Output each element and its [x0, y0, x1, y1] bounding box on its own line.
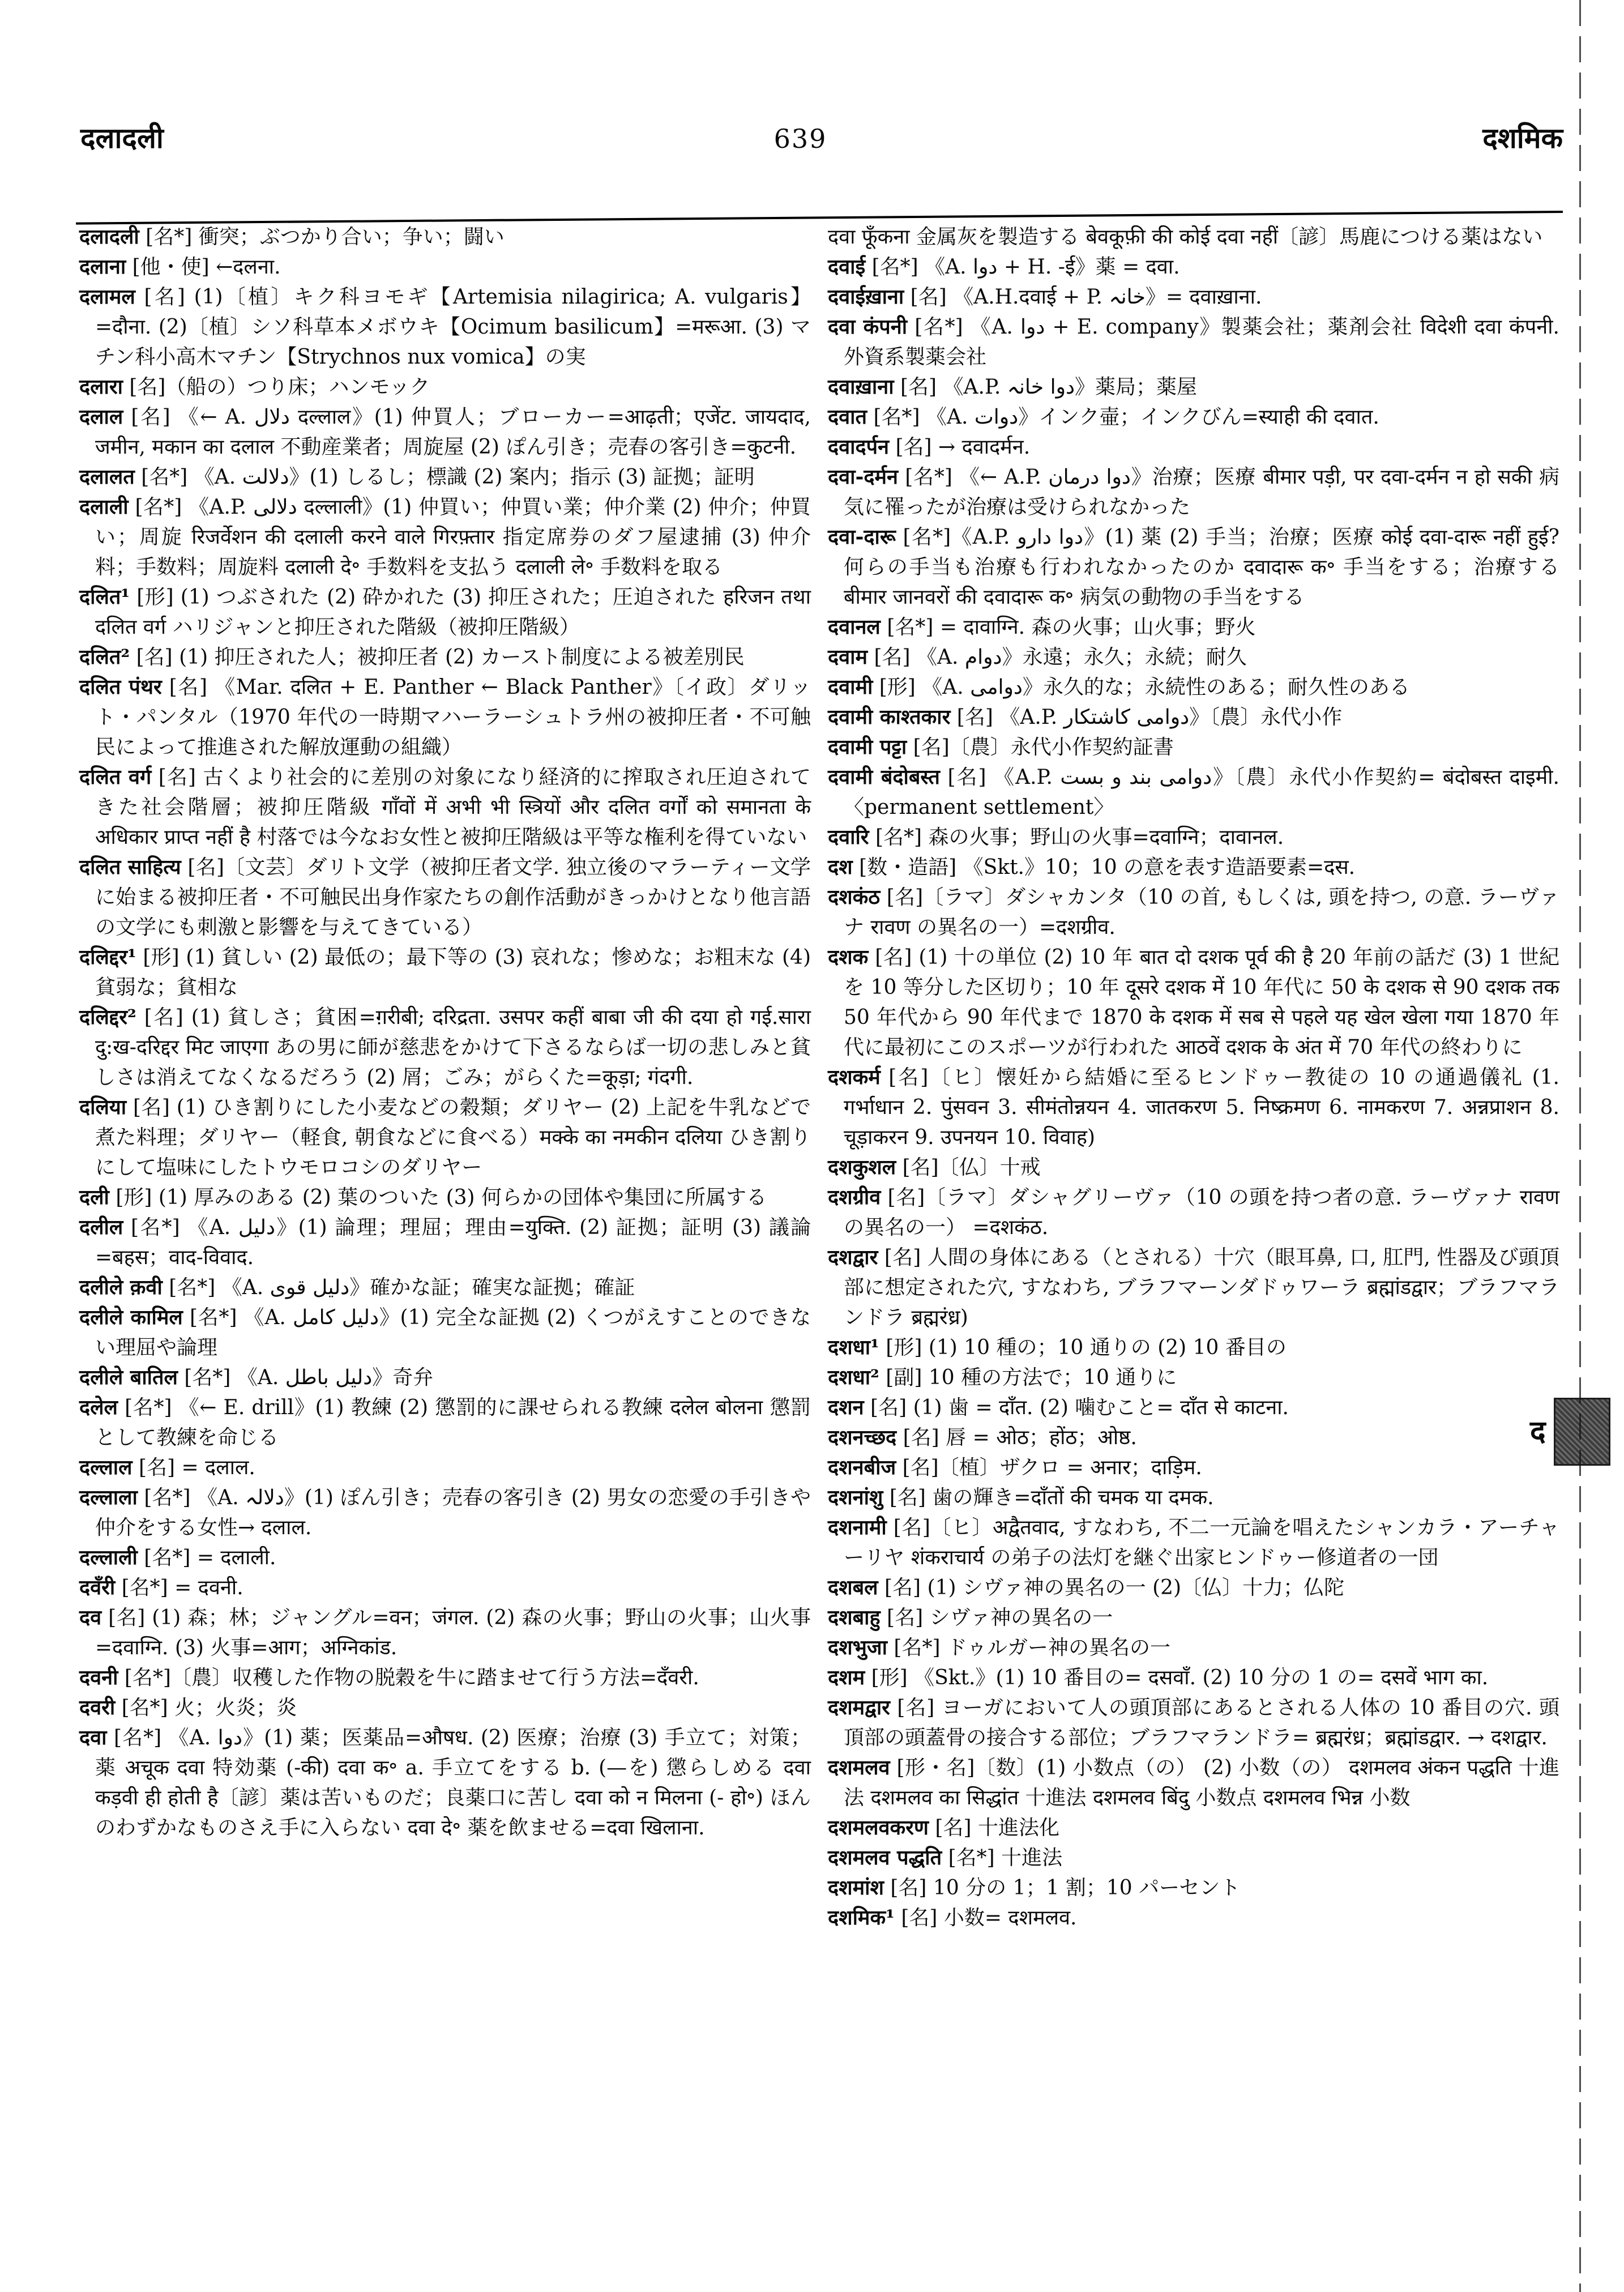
entry-headword: दशमिक¹ [828, 1906, 895, 1930]
entry-body: [名] 唇 = ओठ；होंठ；ओष्ठ. [903, 1426, 1137, 1449]
entry-headword: दशम [828, 1666, 865, 1689]
dictionary-entry [828, 942, 1559, 1062]
entry-body: [名*] 火；火炎；炎 [121, 1696, 297, 1719]
entry-body: [名*]〔農〕収穫した作物の脱穀を牛に踏ませて行う方法=दँवरी. [124, 1666, 699, 1689]
dictionary-entry [828, 252, 1559, 282]
entry-headword: दवामी पट्टा [828, 735, 907, 759]
entry-headword: दवामी काश्तकार [828, 705, 951, 729]
entry-body: [名*] 《A. دلیل باطل》奇弁 [184, 1366, 434, 1389]
dictionary-entry [828, 1483, 1559, 1513]
entry-body: [形] (1) つぶされた (2) 砕かれた (3) 抑圧された；圧迫された हरिजन तथा दलित वर्ग ハリジャンと抑圧された階級（被抑圧階級） [95, 586, 811, 639]
entry-headword: दवाम [828, 645, 867, 669]
entry-headword: दशनबीज [828, 1456, 896, 1479]
dictionary-entry [828, 282, 1559, 312]
entry-headword: दवात [828, 405, 867, 429]
dictionary-entry [828, 1393, 1559, 1423]
dictionary-entry [79, 282, 811, 372]
entry-body: [形] (1) 10 種の；10 通りの (2) 10 番目の [886, 1336, 1287, 1359]
dictionary-entry [828, 312, 1559, 372]
entry-headword: दवनी [79, 1666, 118, 1689]
dictionary-entry [79, 1543, 811, 1573]
entry-headword: दवाख़ाना [828, 375, 894, 399]
entry-body: [名] (1)〔植〕キク科ヨモギ【Artemisia nilagirica; A. vulgaris】=दौना. (2)〔植〕シソ科草本メボウキ【Ocimum basilicum】=मरूआ. (3) マチン科小高木マチン【Strychnos nux vomica】の実 [95, 285, 811, 369]
entry-body: [名*] 《A. دلالت》(1) しるし；標識 (2) 案内；指示 (3) 証拠；証明 [141, 466, 755, 489]
entry-headword: दलीले कामिल [79, 1305, 183, 1329]
dictionary-entry [79, 762, 811, 852]
entry-body: [名*] = दवनी. [121, 1576, 243, 1599]
right-column [828, 222, 1559, 1933]
dictionary-entry [79, 672, 811, 762]
dictionary-entry [828, 1633, 1559, 1663]
dictionary-entry [828, 522, 1559, 612]
entry-body: [形] (1) 貧しい (2) 最低の；最下等の (3) 哀れな；惨めな；お粗末な (4) 貧弱な；貧相な [95, 946, 811, 999]
entry-body: [名] ヨーガにおいて人の頭頂部にあるとされる人体の 10 番目の穴. 頭頂部の頭蓋骨の接合する部位；ブラフマランドラ= ब्रह्मरंध्र；ब्रह्मांडद्वार. → दशद्वार. [844, 1696, 1559, 1749]
dictionary-entry [828, 612, 1559, 642]
entry-body: [名] (1) シヴァ神の異名の一 (2)〔仏〕十力；仏陀 [884, 1576, 1345, 1599]
dictionary-entry [828, 1843, 1559, 1873]
entry-headword: दश [828, 855, 853, 879]
thumb-index-letter: द [1530, 1414, 1546, 1449]
entry-body: [名] 《Mar. दलित + E. Panther ← Black Panther》〔イ政〕ダリット・パンタル（1970 年代の一時期マハーラーシュトラ州の被抑圧者・不可触民によって推進された解放運動の組織） [95, 676, 811, 759]
entry-headword: दव [79, 1606, 102, 1629]
dictionary-entry [828, 1243, 1559, 1333]
entry-body: [名]〔仏〕十戒 [902, 1156, 1041, 1179]
entry-body: [名*] 《A. دلیل کامل》(1) 完全な証拠 (2) くつがえすことのできない理屈や論理 [95, 1306, 811, 1359]
dictionary-entry [828, 372, 1559, 402]
entry-headword: दल्लाल [79, 1456, 133, 1479]
dictionary-entry [828, 462, 1559, 522]
entry-headword: दशमलव [828, 1756, 890, 1779]
entry-body: [形] 《A. دوامی》永久的な；永続性のある；耐久性のある [879, 676, 1410, 699]
dictionary-entry [79, 642, 811, 672]
dictionary-entry [79, 252, 811, 282]
dictionary-entry [828, 1153, 1559, 1183]
entry-headword: दलाली [79, 495, 129, 519]
entry-body: [名] 《A.P. دوامی کاشتکار》〔農〕永代小作 [956, 706, 1343, 729]
entry-headword: दवा-दर्मन [828, 465, 899, 489]
dictionary-entry [79, 1723, 811, 1843]
dictionary-entry [828, 702, 1559, 732]
entry-headword: दशमद्वार [828, 1696, 890, 1719]
entry-headword: दशमलव पद्धति [828, 1846, 942, 1870]
entry-headword: दल्लाला [79, 1486, 138, 1509]
dictionary-entry [79, 372, 811, 402]
entry-headword: दली [79, 1185, 109, 1209]
dictionary-entry [79, 1693, 811, 1723]
entry-body: [形] (1) 厚みのある (2) 葉のついた (3) 何らかの団体や集団に所属する [116, 1186, 767, 1209]
dictionary-entry [79, 942, 811, 1002]
entry-body: [名] 人間の身体にある（とされる）十穴（眼耳鼻, 口, 肛門, 性器及び頭頂部に想定された穴, すなわち, ブラフマーンダドゥワーラ ब्रह्मांडद्वार；ブラフマランドラ ब्रह्मरंध्र) [844, 1246, 1559, 1329]
dictionary-entry [828, 222, 1559, 252]
entry-body: [名] (1) 貧しさ；貧困=ग़रीबी; दरिद्रता. उसपर कहीं बाबा जी की दया हो गई.सारा दु:ख-दरिद्दर मिट जाएगा あの男に師が慈悲をかけて下さるならば一切の悲しみと貧しさは消えてなくなるだろう (2) 屑；ごみ；がらくた=कूड़ा; गंदगी. [95, 1006, 811, 1089]
entry-headword: दशबल [828, 1576, 878, 1599]
entry-headword: दवा कंपनी [828, 315, 908, 339]
dictionary-entry [79, 1002, 811, 1092]
entry-headword: दलारा [79, 375, 123, 399]
entry-headword: दलित¹ [79, 585, 130, 609]
entry-body: [名] 《← A. دلال दल्लाल》(1) 仲買人；ブローカー=आढ़ती；एजेंट. जायदाद, जमीन, मकान का दलाल 不動産業者；周旋屋 (2) ぽん引き；売春の客引き=कुटनी. [95, 406, 811, 459]
dictionary-entry [828, 1903, 1559, 1933]
entry-body: [名*] 森の火事；野山の火事=दवाग्नि；दावानल. [875, 826, 1284, 849]
dictionary-entry [79, 1603, 811, 1663]
running-head-right: दशमिक [1482, 121, 1563, 155]
entry-body: [名*] = दलाली. [144, 1546, 276, 1569]
entry-headword: दवादर्पन [828, 435, 890, 459]
dictionary-entry [828, 882, 1559, 942]
dictionary-entry [828, 1513, 1559, 1573]
dictionary-entry [79, 1483, 811, 1543]
entry-headword: दवाईख़ाना [828, 285, 904, 309]
entry-headword: दशकंठ [828, 885, 881, 909]
running-head-left: दलादली [80, 121, 164, 155]
entry-headword: दवा-दारू [828, 525, 896, 549]
entry-headword: दलील [79, 1215, 123, 1239]
entry-body: [副] 10 種の方法で；10 通りに [886, 1366, 1177, 1389]
entry-headword: दवामी [828, 675, 873, 699]
entry-headword: दशभुजा [828, 1636, 887, 1659]
entry-body: [名]（船の）つり床；ハンモック [129, 375, 430, 399]
entry-headword: दलीले बातिल [79, 1365, 178, 1389]
entry-headword: दवाई [828, 255, 866, 279]
entry-headword: दल्लाली [79, 1546, 138, 1569]
entry-body: [名*] 《A. دوا + H. -ई》薬 = दवा. [871, 255, 1180, 279]
entry-body: [名*] 《A. دلیل》(1) 論理；理屈；理由=युक्ति. (2) 証拠；証明 (3) 議論=बहस；वाद-विवाद. [95, 1216, 811, 1269]
dictionary-entry [828, 1663, 1559, 1693]
dictionary-entry [79, 1453, 811, 1483]
entry-body: [名*] 《← E. drill》(1) 教練 (2) 懲罰的に課せられる教練 दलेल बोलना 懲罰として教練を命じる [95, 1396, 811, 1449]
entry-body: [名] (1) 十の単位 (2) 10 年 बात दो दशक पूर्व की है 20 年前の話だ (3) 1 世紀を 10 等分した区切り；10 年 दूसरे दशक में 10 年代に 50 के दशक से 90 दशक तक 50 年代から 90 年代まで 1870 के दशक में सब से पहले यह खेल खेला गया 1870 年代に最初にこのスポーツが行われた आठवें दशक के अंत में 70 年代の終わりに [844, 946, 1559, 1059]
entry-headword: दवामी बंदोबस्त [828, 765, 940, 789]
dictionary-entry [79, 1092, 811, 1183]
entry-headword: दलित साहित्य [79, 855, 181, 879]
entry-body: [名] → दवादर्मन. [895, 436, 1031, 459]
entry-body: [名] 十進法化 [935, 1816, 1059, 1839]
dictionary-entry [79, 1273, 811, 1303]
entry-body: [名*] 《A.P. دلالی दल्लाली》(1) 仲買い；仲買い業；仲介業 (2) 仲介；仲買い；周旋 रिजर्वेशन की दलाली करने वाले गिरफ़्तार 指定席券のダフ屋逮捕 (3) 仲介料；手数料；周旋料 दलाली दे॰ 手数料を支払う दलाली ले॰ 手数料を取る [95, 496, 811, 579]
entry-headword: दशक [828, 945, 869, 969]
entry-body: [名] シヴァ神の異名の一 [887, 1606, 1113, 1629]
entry-body: [名*] 《A. دوات》インク壷；インクびん=स्याही की दवात. [873, 406, 1379, 429]
dictionary-entry [828, 1753, 1559, 1813]
page-number: 639 [773, 123, 827, 154]
dictionary-entry [79, 1363, 811, 1393]
entry-body: [名*] 《A. دوا + E. company》製薬会社；薬剤会社 विदेशी दवा कंपनी. 外資系製薬会社 [844, 315, 1559, 369]
thumb-index-block [1554, 1398, 1610, 1466]
entry-headword: दशमांश [828, 1876, 884, 1900]
entry-headword: दशबाहु [828, 1606, 881, 1629]
entry-body: [名] (1) ひき割りにした小麦などの穀類；ダリヤー (2) 上記を牛乳などで煮た料理；ダリヤー（軽食, 朝食などに食べる）मक्के का नमकीन दलिया ひき割りにして塩味にしたトウモロコシのダリヤー [95, 1096, 811, 1179]
entry-body: [名] = दलाल. [138, 1456, 255, 1479]
entry-headword: दलीले क़वी [79, 1275, 163, 1299]
entry-headword: दवारि [828, 825, 869, 849]
dictionary-entry [828, 1453, 1559, 1483]
entry-body: [名]〔ヒ〕अद्वैतवाद, すなわち, 不二一元論を唱えたシャンカラ・アーチャーリヤ शंकराचार्य の弟子の法灯を継ぐ出家ヒンドゥー修道者の一団 [844, 1516, 1559, 1569]
dictionary-entry [828, 1363, 1559, 1393]
entry-body: [名] (1) 抑圧された人；被抑圧者 (2) カースト制度による被差別民 [136, 646, 745, 669]
entry-body: [名*] = दावाग्नि. 森の火事；山火事；野火 [887, 616, 1256, 639]
entry-body: [他・使] ←दलना. [132, 255, 281, 279]
entry-headword: दशधा² [828, 1365, 879, 1389]
entry-headword: दवा [79, 1726, 107, 1749]
entry-body: [名] 《A.H.दवाई + P. خانہ》= दवाख़ाना. [910, 285, 1262, 309]
entry-body: [名*] 《A. دلالہ》(1) ぽん引き；売春の客引き (2) 男女の恋愛の手引きや仲介をする女性→ दलाल. [95, 1486, 811, 1539]
page-edge-line [1579, 0, 1581, 2292]
entry-headword: दशन [828, 1395, 864, 1419]
dictionary-entry [79, 1183, 811, 1213]
entry-body: [名] 歯の輝き=दाँतों की चमक या दमक. [889, 1486, 1214, 1509]
entry-body: [名]〔ラマ〕ダシャカンタ（10 の首, もしくは, 頭を持つ, の意. ラーヴァナ रावण の異名の一）=दशग्रीव. [844, 886, 1559, 939]
entry-body: [名*] ドゥルガー神の異名の一 [894, 1636, 1171, 1659]
entry-body: [名*] 十進法 [948, 1846, 1063, 1870]
dictionary-entry [79, 1393, 811, 1453]
entry-body: [形・名]〔数〕(1) 小数点（の） (2) 小数（の） दशमलव अंकन पद्धति 十進法 दशमलव का सिद्धांत 十進法 दशमलव बिंदु 小数点 दशमलव भिन्न 小数 [844, 1756, 1559, 1809]
entry-body: [数・造語] 《Skt.》10；10 の意を表す造語要素=दस. [859, 856, 1356, 879]
dictionary-entry [79, 402, 811, 462]
entry-body: [名]〔ヒ〕懐妊から結婚に至るヒンドゥー教徒の 10 の通過儀礼 (1. गर्भाधान 2. पुंसवन 3. सीमंतोन्नयन 4. जातकरण 5. निष्क्रमण 6. नामकरण 7. अन्नप्राशन 8. चूड़ाकरन 9. उपनयन 10. विवाह) [844, 1066, 1559, 1149]
dictionary-entry [828, 432, 1559, 462]
entry-body: [名] 《A.P. دوامی بند و بست》〔農〕永代小作契約= बंदोबस्त दाइमी. 〈permanent settlement〉 [844, 766, 1559, 819]
entry-headword: दशद्वार [828, 1245, 878, 1269]
dictionary-entry [828, 402, 1559, 432]
dictionary-entry [79, 222, 811, 252]
entry-headword: दलेल [79, 1395, 118, 1419]
entry-headword: दशनामी [828, 1516, 887, 1539]
entry-headword: दशकुशल [828, 1155, 896, 1179]
dictionary-entry [79, 1573, 811, 1603]
thumb-index-tab [1530, 1398, 1610, 1466]
left-column [79, 222, 811, 1843]
dictionary-entry [828, 1183, 1559, 1243]
entry-headword: दशनांशु [828, 1486, 883, 1509]
entry-body: [名]〔農〕永代小作契約証書 [913, 736, 1174, 759]
entry-body: [名*] 衝突；ぶつかり合い；争い；闘い [146, 225, 505, 249]
entry-body: [名]〔文芸〕ダリト文学（被抑圧者文学. 独立後のマラーティー文学に始まる被抑圧者・不可触民出身作家たちの創作活動がきっかけとなり他言語の文学にも刺激と影響を与えてきている） [95, 856, 811, 939]
dictionary-entry [828, 822, 1559, 852]
entry-body: [名*] 《A. دوا》(1) 薬；医薬品=औषध. (2) 医療；治療 (3) 手立て；対策；薬 अचूक दवा 特効薬 (-की) दवा क॰ a. 手立てをする b. (—を) 懲らしめる दवा कड़वी ही होती है〔諺〕薬は苦いものだ；良薬口に苦し दवा को न मिलना (- हो॰) ほんのわずかなものさえ手に入らない दवा दे॰ 薬を飲ませる=दवा खिलाना. [95, 1726, 811, 1839]
entry-body: [名] (1) 歯 = दाँत. (2) 噛むこと= दाँत से काटना. [870, 1396, 1289, 1419]
dictionary-entry [828, 1813, 1559, 1843]
entry-headword: दलित² [79, 645, 130, 669]
entry-body: [名] 古くより社会的に差別の対象になり経済的に搾取され圧迫されてきた社会階層；被抑圧階級 गाँवों में अभी भी स्त्रियों और दलित वर्गों को समानता के अधिकार प्राप्त नहीं है 村落では今なお女性と被抑圧階級は平等な権利を得ていない [95, 766, 811, 849]
entry-headword: दलामल [79, 285, 135, 309]
entry-headword: दलाल [79, 405, 123, 429]
entry-body: [名]〔ラマ〕ダシャグリーヴァ（10 の頭を持つ者の意. ラーヴァナ रावण の異名の一） =दशकंठ. [844, 1186, 1559, 1239]
dictionary-entry [79, 1663, 811, 1693]
entry-headword: दशग्रीव [828, 1185, 881, 1209]
dictionary-entry [79, 852, 811, 942]
entry-headword: दलित वर्ग [79, 765, 152, 789]
entry-headword: दलित पंथर [79, 675, 162, 699]
dictionary-entry [828, 762, 1559, 822]
entry-body: [名*]《A.P. دوا دارو》(1) 薬 (2) 手当；治療；医療 कोई दवा-दारू नहीं हुई? 何らの手当も治療も行われなかったのか दवादारू क॰ 手当をする；治療する बीमार जानवरों की दवादारू क॰ 病気の動物の手当をする [844, 526, 1559, 609]
entry-body: दवा फूँकना 金属灰を製造する बेवकूफ़ी की कोई दवा नहीं〔諺〕馬鹿につける薬はない [828, 225, 1543, 249]
dictionary-entry [79, 1213, 811, 1273]
entry-headword: दशधा¹ [828, 1335, 879, 1359]
dictionary-entry [828, 1333, 1559, 1363]
entry-body: [名] 《A. دوام》永遠；永久；永続；耐久 [874, 646, 1247, 669]
entry-headword: दशमलवकरण [828, 1816, 929, 1839]
dictionary-entry [828, 1062, 1559, 1153]
running-head [80, 123, 1563, 154]
entry-headword: दवँरी [79, 1576, 116, 1599]
entry-headword: दलालत [79, 465, 135, 489]
dictionary-entry [828, 1423, 1559, 1453]
entry-headword: दवानल [828, 615, 881, 639]
entry-headword: दलादली [79, 225, 139, 249]
entry-body: [名] (1) 森；林；ジャングル=वन；जंगल. (2) 森の火事；野山の火事；山火事=दवाग्नि. (3) 火事=आग；अग्निकांड. [95, 1606, 811, 1659]
entry-body: [名*] 《A. دلیل قوی》確かな証；確実な証拠；確証 [169, 1276, 635, 1299]
dictionary-entry [828, 1573, 1559, 1603]
entry-body: [名] 10 分の 1；1 割；10 パーセント [890, 1876, 1241, 1900]
dictionary-entry [79, 462, 811, 492]
dictionary-entry [828, 1603, 1559, 1633]
dictionary-entry [828, 672, 1559, 702]
dictionary-entry [828, 642, 1559, 672]
entry-body: [名]〔植〕ザクロ = अनार；दाड़िम. [902, 1456, 1202, 1479]
dictionary-entry [79, 582, 811, 642]
dictionary-entry [79, 1303, 811, 1363]
entry-headword: दलिद्दर² [79, 1005, 136, 1029]
entry-headword: दशनच्छद [828, 1425, 897, 1449]
dictionary-entry [79, 492, 811, 582]
dictionary-entry [828, 1693, 1559, 1753]
entry-body: [名*] 《← A.P. دوا درمان》治療；医療 बीमार पड़ी, पर दवा-दर्मन न हो सकी 病気に罹ったが治療は受けられなかった [844, 466, 1559, 519]
entry-headword: दलिद्दर¹ [79, 945, 136, 969]
entry-body: [名] 小数= दशमलव. [901, 1906, 1077, 1930]
entry-headword: दवरी [79, 1696, 116, 1719]
dictionary-entry [828, 732, 1559, 762]
entry-headword: दशकर्म [828, 1065, 881, 1089]
entry-body: [名] 《A.P. دوا خانہ》薬局；薬屋 [900, 375, 1198, 399]
entry-headword: दलिया [79, 1095, 127, 1119]
entry-headword: दलाना [79, 255, 126, 279]
dictionary-entry [828, 852, 1559, 882]
entry-body: [形] 《Skt.》(1) 10 番目の= दसवाँ. (2) 10 分の 1 の= दसवें भाग का. [871, 1666, 1489, 1689]
dictionary-entry [828, 1873, 1559, 1903]
